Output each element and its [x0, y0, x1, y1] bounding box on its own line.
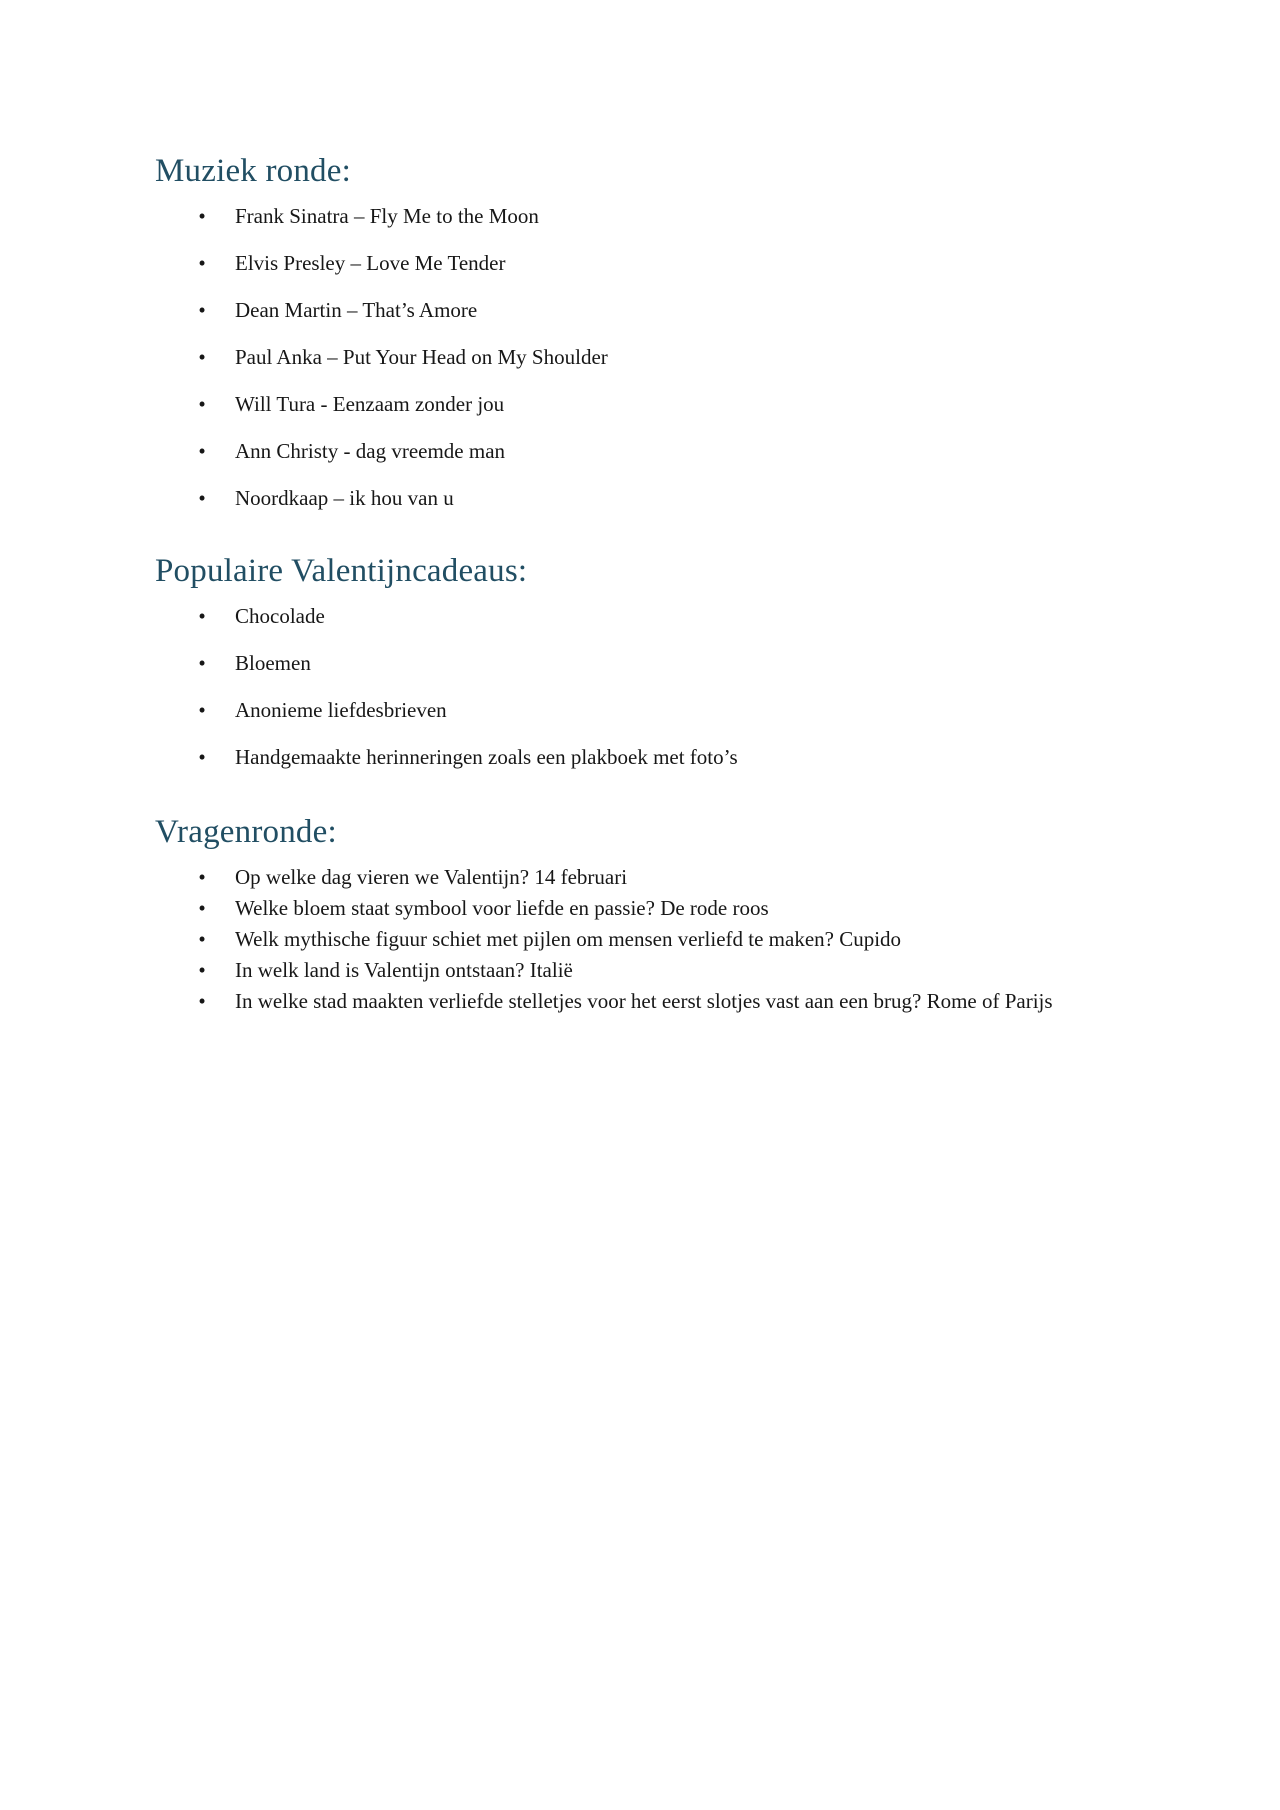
list-item-text: Elvis Presley – Love Me Tender [235, 251, 506, 275]
list-item-text: Welk mythische figuur schiet met pijlen om mensen verliefd te maken? Cupido [235, 927, 902, 951]
list-item [155, 649, 1165, 677]
bullet-icon: • [198, 927, 206, 951]
list-item [155, 249, 1165, 277]
list-item-text: Welke bloem staat symbool voor liefde en passie? De rode roos [235, 896, 769, 920]
list-item [155, 925, 1165, 953]
bullet-icon: • [198, 651, 206, 675]
list-item [155, 956, 1165, 984]
section-heading-muziek-ronde: Muziek ronde: [155, 153, 351, 189]
bullet-icon: • [198, 486, 206, 510]
muziek-ronde-list [155, 202, 1165, 512]
list-item [155, 202, 1165, 230]
list-item-text: In welk land is Valentijn ontstaan? Italië [235, 958, 573, 982]
bullet-icon: • [198, 865, 206, 889]
bullet-icon: • [198, 439, 206, 463]
list-item-text: Frank Sinatra – Fly Me to the Moon [235, 204, 539, 228]
list-item [155, 863, 1165, 891]
vragenronde-list [155, 863, 1165, 1015]
list-item-text: Paul Anka – Put Your Head on My Shoulder [235, 345, 608, 369]
bullet-icon: • [198, 392, 206, 416]
list-item [155, 390, 1165, 418]
list-item-text: Anonieme liefdesbrieven [235, 698, 447, 722]
bullet-icon: • [198, 604, 206, 628]
list-item [155, 437, 1165, 465]
bullet-icon: • [198, 989, 206, 1013]
list-item [155, 484, 1165, 512]
section-vragenronde [155, 811, 1165, 1015]
list-item-text: Chocolade [235, 604, 325, 628]
list-item [155, 894, 1165, 922]
valentijncadeaus-list [155, 602, 1165, 771]
section-populaire-valentijncadeaus [155, 550, 1165, 771]
list-item-text: Bloemen [235, 651, 311, 675]
list-item-text: In welke stad maakten verliefde stelletjes voor het eerst slotjes vast aan een brug? Rome of Parijs [235, 989, 1053, 1013]
list-item-text: Ann Christy - dag vreemde man [235, 439, 506, 463]
bullet-icon: • [198, 298, 206, 322]
list-item [155, 296, 1165, 324]
list-item [155, 696, 1165, 724]
section-muziek-ronde [155, 150, 1165, 512]
section-heading-vragenronde: Vragenronde: [155, 814, 337, 850]
list-item [155, 743, 1165, 771]
bullet-icon: • [198, 698, 206, 722]
list-item [155, 602, 1165, 630]
bullet-icon: • [198, 896, 206, 920]
bullet-icon: • [198, 204, 206, 228]
bullet-icon: • [198, 345, 206, 369]
bullet-icon: • [198, 745, 206, 769]
list-item [155, 343, 1165, 371]
list-item-text: Dean Martin – That’s Amore [235, 298, 478, 322]
list-item [155, 987, 1165, 1015]
list-item-text: Noordkaap – ik hou van u [235, 486, 454, 510]
list-item-text: Handgemaakte herinneringen zoals een plakboek met foto’s [235, 745, 738, 769]
section-heading-populaire-valentijncadeaus: Populaire Valentijncadeaus: [155, 553, 528, 589]
list-item-text: Will Tura - Eenzaam zonder jou [235, 392, 505, 416]
list-item-text: Op welke dag vieren we Valentijn? 14 februari [235, 865, 628, 889]
bullet-icon: • [198, 958, 206, 982]
bullet-icon: • [198, 251, 206, 275]
